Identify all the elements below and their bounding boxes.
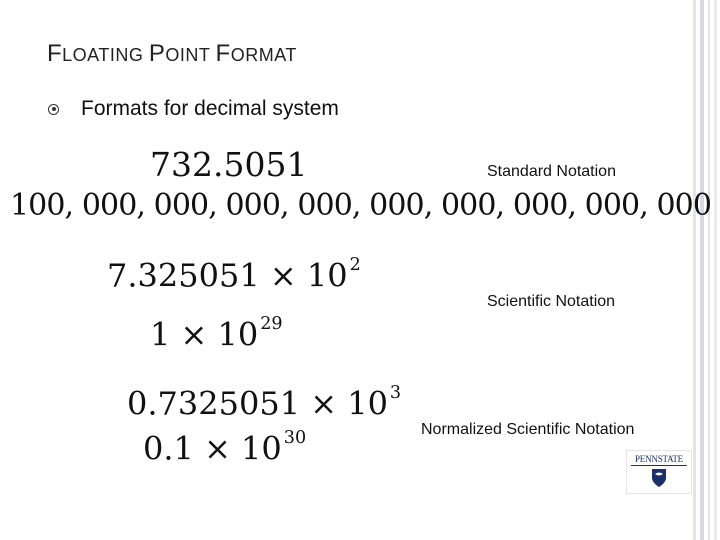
standard-notation-label: Standard Notation [487, 163, 616, 180]
shield-icon [651, 468, 667, 488]
mantissa: 7.325051 × 10 [107, 256, 348, 295]
decorative-rail [700, 0, 704, 540]
bullet-text: Formats for decimal system [81, 97, 339, 120]
exponent: 30 [283, 428, 307, 448]
mantissa: 0.1 × 10 [143, 429, 282, 468]
standard-notation-large-number: 100, 000, 000, 000, 000, 000, 000, 000, 000, 000 [10, 188, 712, 223]
logo-rule [631, 465, 687, 466]
exponent: 29 [260, 314, 283, 334]
decorative-rail [693, 0, 696, 540]
mantissa: 1 × 10 [150, 315, 259, 354]
logo-text: PENNSTATE [635, 454, 683, 464]
scientific-notation-value-2 [150, 314, 283, 354]
normalized-notation-value-1 [127, 383, 401, 423]
mantissa: 0.7325051 × 10 [127, 384, 388, 423]
title-rest: OINT [165, 45, 216, 65]
scientific-notation-label: Scientific Notation [487, 293, 616, 310]
exponent: 3 [389, 383, 402, 403]
decorative-rail [708, 0, 710, 540]
pennstate-logo [626, 450, 692, 494]
normalized-notation-label: Normalized Scientific Notation [421, 421, 635, 438]
normalized-notation-value-2 [143, 428, 306, 468]
decorative-rail [714, 0, 717, 540]
scientific-notation-value-1 [107, 255, 361, 295]
exponent: 2 [349, 255, 361, 275]
bullet-circle-icon [48, 104, 59, 115]
title-initial: F [47, 40, 63, 67]
slide-title [47, 40, 297, 68]
title-initial: P [148, 40, 166, 67]
title-rest: LOATING [62, 45, 149, 65]
bullet-item [48, 97, 339, 121]
title-initial: F [215, 40, 231, 67]
title-rest: ORMAT [230, 45, 297, 65]
standard-notation-value: 732.5051 [150, 145, 308, 184]
